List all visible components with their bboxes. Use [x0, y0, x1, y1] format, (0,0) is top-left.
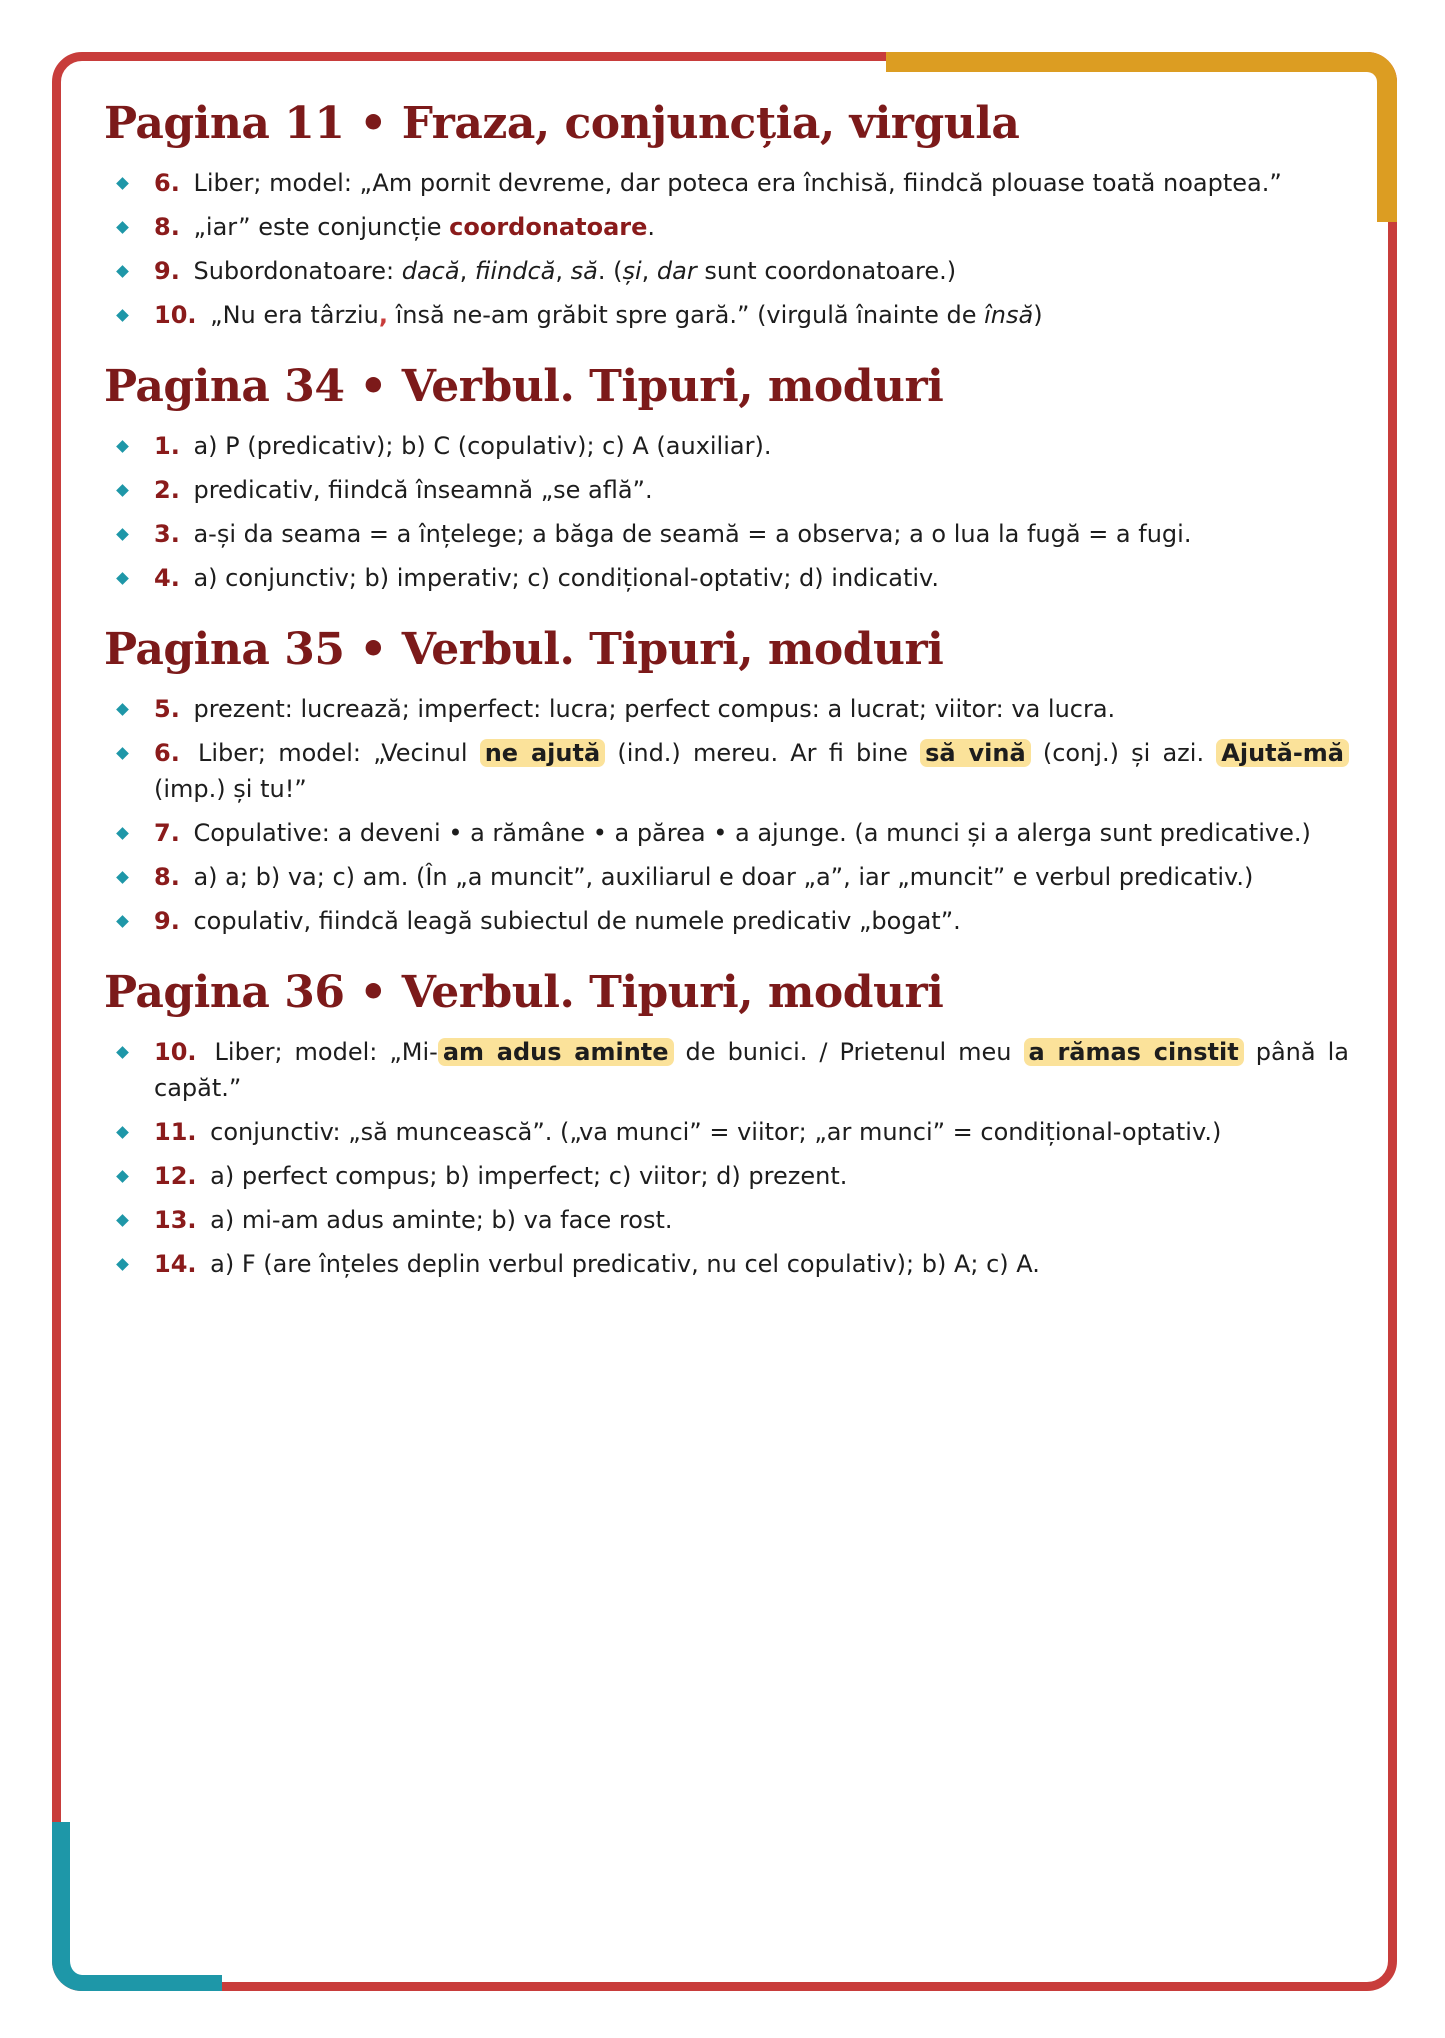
section-title: Pagina 11 • Fraza, conjuncția, virgula: [104, 98, 1020, 149]
section-pagina-35: [104, 622, 1349, 939]
highlighted-verb: ne ajută: [480, 739, 605, 767]
separator-dot: •: [448, 819, 463, 847]
list-item: [104, 253, 1349, 289]
answer-key: [104, 96, 1349, 1308]
list-item: [104, 165, 1349, 201]
diamond-bullet-icon: [116, 1214, 129, 1227]
item-text: ,: [641, 257, 657, 285]
accent-corner-bottom-left: [52, 1822, 222, 1991]
section-pagina-34: [104, 359, 1349, 596]
item-number: 6.: [154, 169, 180, 197]
item-number: 10.: [154, 1038, 197, 1066]
item-text: (conj.) și azi.: [1030, 739, 1217, 767]
italic-term: dacă: [401, 257, 460, 285]
item-number: 11.: [154, 1118, 197, 1146]
list-item: [104, 428, 1349, 464]
list-item: [104, 516, 1349, 552]
item-text: ,: [459, 257, 475, 285]
diamond-bullet-icon: [116, 309, 129, 322]
list-item: [104, 1202, 1349, 1238]
item-text: a) conjunctiv; b) imperativ; c) condițional-optativ; d) indicativ.: [193, 564, 940, 592]
list-item: [104, 1246, 1349, 1282]
item-text: Copulative: a deveni: [193, 819, 449, 847]
item-text: a-și da seama = a înțelege; a băga de seamă = a observa; a o lua la fugă = a fugi.: [193, 520, 1192, 548]
section-pagina-36: [104, 965, 1349, 1282]
diamond-bullet-icon: [116, 528, 129, 541]
separator-dot: •: [592, 819, 607, 847]
diamond-bullet-icon: [116, 484, 129, 497]
highlighted-comma: ,: [378, 301, 388, 329]
item-text: a) mi-am adus aminte; b) va face rost.: [210, 1206, 673, 1234]
diamond-bullet-icon: [116, 177, 129, 190]
item-number: 1.: [154, 432, 180, 460]
italic-term: și: [622, 257, 642, 285]
item-text: a) a; b) va; c) am. (În „a muncit”, auxiliarul e doar „a”, iar „muncit” e verbul predicativ.): [193, 863, 1254, 891]
list-item: [104, 209, 1349, 245]
item-number: 12.: [154, 1162, 197, 1190]
list-item: [104, 1034, 1349, 1106]
section-title: Pagina 35 • Verbul. Tipuri, moduri: [104, 624, 944, 675]
item-number: 2.: [154, 476, 180, 504]
item-number: 13.: [154, 1206, 197, 1234]
item-number: 3.: [154, 520, 180, 548]
italic-term: însă: [984, 301, 1034, 329]
item-number: 8.: [154, 213, 180, 241]
answer-list: [104, 691, 1349, 939]
list-item: [104, 1114, 1349, 1150]
diamond-bullet-icon: [116, 747, 129, 760]
item-text: Liber; model: „Mi-: [214, 1038, 438, 1066]
italic-term: să: [570, 257, 598, 285]
diamond-bullet-icon: [116, 1046, 129, 1059]
highlighted-verb: am adus aminte: [438, 1038, 674, 1066]
item-text: a) perfect compus; b) imperfect; c) viitor; d) prezent.: [210, 1162, 848, 1190]
emphasis-text: coordonatoare: [449, 213, 648, 241]
item-text: conjunctiv: „să muncească”. („va munci” = viitor; „ar munci” = condițional-optativ.): [210, 1118, 1222, 1146]
italic-term: dar: [656, 257, 697, 285]
section-title: Pagina 36 • Verbul. Tipuri, moduri: [104, 967, 944, 1018]
list-item: [104, 735, 1349, 807]
item-text: (ind.) mereu. Ar fi bine: [605, 739, 921, 767]
item-text: a) P (predicativ); b) C (copulativ); c) A (auxiliar).: [193, 432, 772, 460]
item-number: 4.: [154, 564, 180, 592]
item-text: Liber; model: „Vecinul: [198, 739, 480, 767]
diamond-bullet-icon: [116, 915, 129, 928]
list-item: [104, 1158, 1349, 1194]
item-text: (imp.) și tu!”: [154, 775, 307, 803]
list-item: [104, 691, 1349, 727]
diamond-bullet-icon: [116, 1258, 129, 1271]
list-item: [104, 815, 1349, 851]
item-text: „iar” este conjuncție: [193, 213, 450, 241]
item-number: 6.: [154, 739, 180, 767]
list-item: [104, 560, 1349, 596]
list-item: [104, 472, 1349, 508]
item-text: a părea: [606, 819, 714, 847]
item-text: de bunici. / Prietenul meu: [673, 1038, 1024, 1066]
diamond-bullet-icon: [116, 1126, 129, 1139]
item-number: 8.: [154, 863, 180, 891]
item-number: 7.: [154, 819, 180, 847]
item-number: 10.: [154, 301, 197, 329]
item-text: .: [647, 213, 656, 241]
section-pagina-11: [104, 96, 1349, 333]
item-text: ,: [555, 257, 571, 285]
list-item: [104, 903, 1349, 939]
item-text: a rămâne: [462, 819, 593, 847]
item-text: „Nu era târziu: [210, 301, 379, 329]
item-text: Liber; model: „Am pornit devreme, dar poteca era închisă, fiindcă plouase toată noaptea.”: [193, 169, 1282, 197]
diamond-bullet-icon: [116, 827, 129, 840]
item-number: 14.: [154, 1250, 197, 1278]
item-text: a ajunge. (a munci și a alerga sunt predicative.): [727, 819, 1311, 847]
section-title: Pagina 34 • Verbul. Tipuri, moduri: [104, 361, 944, 412]
list-item: [104, 297, 1349, 333]
answer-list: [104, 1034, 1349, 1282]
item-number: 9.: [154, 257, 180, 285]
highlighted-verb: Ajută-mă: [1216, 739, 1349, 767]
highlighted-verb: să vină: [920, 739, 1031, 767]
diamond-bullet-icon: [116, 221, 129, 234]
item-number: 5.: [154, 695, 180, 723]
item-text: prezent: lucrează; imperfect: lucra; perfect compus: a lucrat; viitor: va lucra.: [193, 695, 1116, 723]
item-number: 9.: [154, 907, 180, 935]
item-text: Subordonatoare:: [193, 257, 402, 285]
item-text: până la capăt.”: [154, 1038, 1349, 1102]
diamond-bullet-icon: [116, 265, 129, 278]
item-text: sunt coordonatoare.): [696, 257, 957, 285]
item-text: predicativ, fiindcă înseamnă „se află”.: [193, 476, 653, 504]
item-text: ): [1033, 301, 1043, 329]
diamond-bullet-icon: [116, 871, 129, 884]
italic-term: fiindcă: [474, 257, 556, 285]
diamond-bullet-icon: [116, 572, 129, 585]
item-text: însă ne-am grăbit spre gară.” (virgulă înainte de: [387, 301, 985, 329]
list-item: [104, 859, 1349, 895]
separator-dot: •: [713, 819, 728, 847]
answer-list: [104, 428, 1349, 596]
diamond-bullet-icon: [116, 703, 129, 716]
item-text: a) F (are înțeles deplin verbul predicativ, nu cel copulativ); b) A; c) A.: [210, 1250, 1040, 1278]
item-text: copulativ, fiindcă leagă subiectul de numele predicativ „bogat”.: [193, 907, 961, 935]
diamond-bullet-icon: [116, 440, 129, 453]
diamond-bullet-icon: [116, 1170, 129, 1183]
highlighted-verb: a rămas cinstit: [1024, 1038, 1244, 1066]
item-text: . (: [597, 257, 623, 285]
answer-list: [104, 165, 1349, 333]
